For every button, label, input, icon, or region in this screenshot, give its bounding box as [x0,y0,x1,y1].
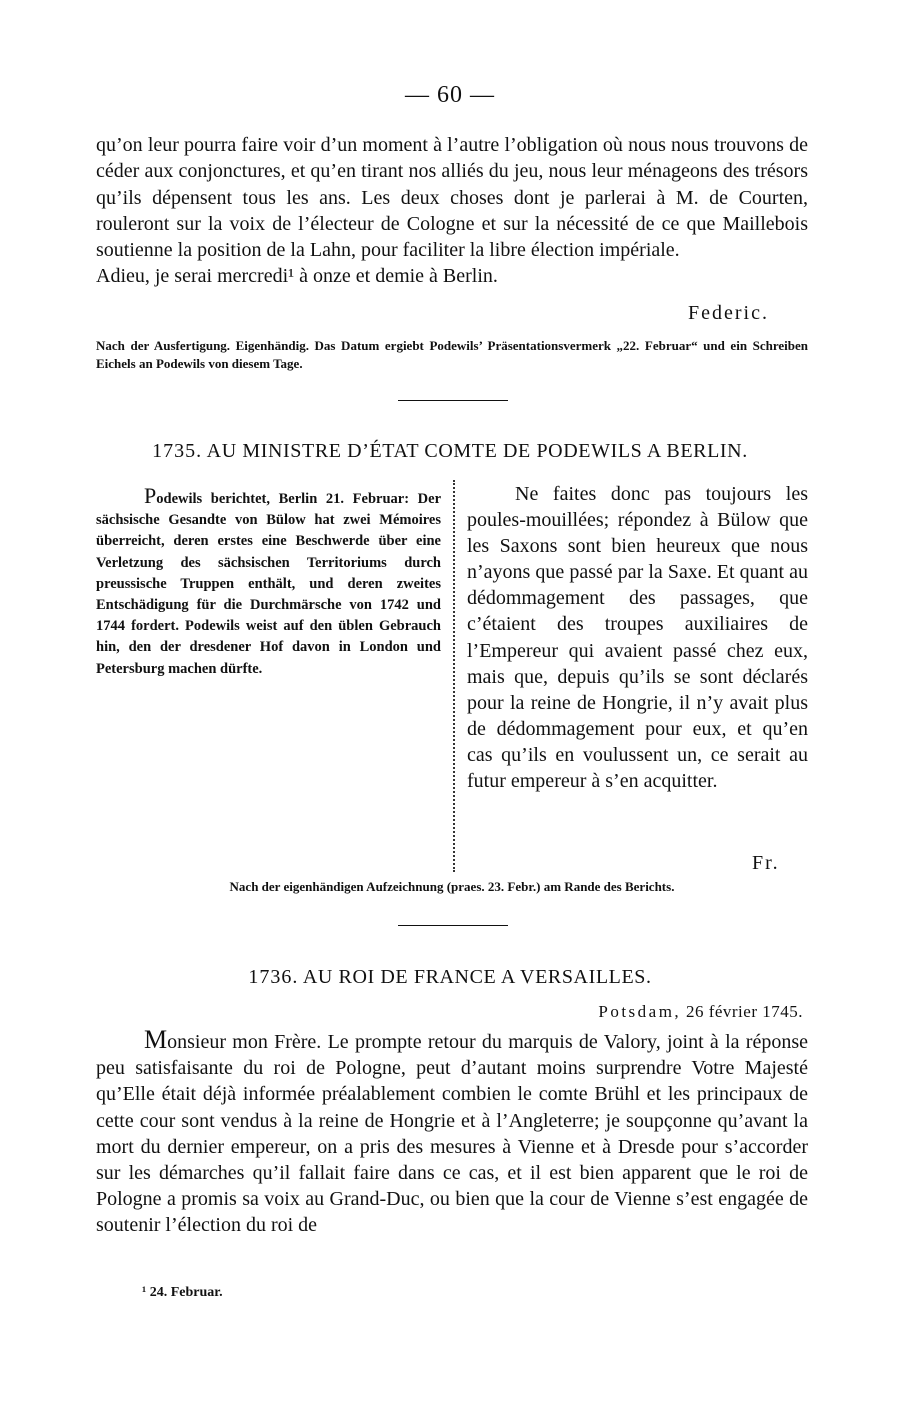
continued-letter [96,132,808,290]
opening-capital: M [144,1025,168,1054]
footnote: ¹ 24. Februar. [142,1285,223,1300]
column-divider [453,480,455,872]
section-1736-heading [0,966,900,989]
section-1736-title: AU ROI DE FRANCE A VERSAILLES. [302,966,652,988]
summary-text: odewils berichtet, Berlin 21. Februar: Der sächsische Gesandte von Bülow hat zwei Mémoires überreicht, deren erstes eine Beschwerde über eine Verletzung des sächsischen Territoriums durch preussische Truppen enthält, und deren zweites Entschädigung für die Durchmärsche von 1742 und 1744 fordert. Podewils weist auf den üblen Gebrauch hin, den der dresdener Hof davon in London und Petersburg machen dürfte. [96,491,441,677]
dateline [598,1002,803,1022]
continued-letter-text: qu’on leur pourra faire voir d’un moment à l’autre l’obligation où nous nous trouvons de céder aux conjonctures, et qu’en tirant nos alliés du jeu, nous leur ménageons des trésors qu’ils dépensent tous les ans. Les deux choses dont je parlerai à M. de Courten, rouleront sur la voix de l’électeur de Cologne et sur la nécessité de ce que Maillebois soutienne la position de la Lahn, pour faciliter la libre élection impériale. [96,134,808,262]
section-rule [398,925,508,926]
report-summary [96,485,441,680]
section-rule [398,400,508,401]
king-reply: Ne faites donc pas toujours les poules-mouillées; répondez à Bülow que les Saxons sont bien heureux que nous n’ayons que passé par la Saxe. Et quant au dédommagement des passages, que c’étaient des troupes auxiliaires de l’Empereur qui avaient passé chez eux, mais que, depuis qu’ils se sont déclarés pour la reine de Hongrie, il n’y avait plus de dédommagement pour eux, et qu’en cas qu’ils en voulussent un, ce serait au futur empereur à s’en acquitter. [467,483,808,793]
page-number: — 60 — [405,82,495,108]
continued-letter-last-line: Adieu, je serai mercredi¹ à onze et demie à Berlin. [96,265,498,288]
section-1736-number: 1736. [248,966,299,988]
signature-federic: Federic. [688,302,769,324]
letter-to-king-of-france [96,1027,808,1239]
section-1735-number: 1735. [152,440,203,462]
section-1735-title: AU MINISTRE D’ÉTAT COMTE DE PODEWILS A BERLIN. [206,440,748,462]
editorial-note-1: Nach der Ausfertigung. Eigenhändig. Das Datum ergiebt Podewils’ Präsentationsvermerk „22. Februar“ und ein Schreiben Eichels an Podewils von diesem Tage. [96,338,808,371]
section-1735-heading [0,440,900,463]
dateline-place: Potsdam, [598,1002,682,1021]
editorial-note-2: Nach der eigenhändigen Aufzeichnung (praes. 23. Febr.) am Rande des Berichts. [229,879,675,894]
dateline-date: 26 février 1745. [685,1002,803,1021]
letter-text: onsieur mon Frère. Le prompte retour du marquis de Valory, joint à la réponse peu satisfaisante du roi de Pologne, peut d’autant moins surprendre Votre Majesté qu’Elle était déjà informée préalablement combien le comte Brühl et les principaux de cette cour sont vendus à la reine de Hongrie et à l’Angleterre; je soupçonne qu’avant la mort du dernier empereur, on a pris des mesures à Vienne et à Dresde pour s’accorder sur les démarches qu’il fallait faire dans ce cas, et il est bien apparent que le roi de Pologne a promis sa voix au Grand-Duc, ou bien que la cour de Vienne s’est engagée de soutenir l’élection du roi de [96,1031,808,1237]
signature-fr: Fr. [752,852,780,874]
summary-initial: P [144,483,157,508]
